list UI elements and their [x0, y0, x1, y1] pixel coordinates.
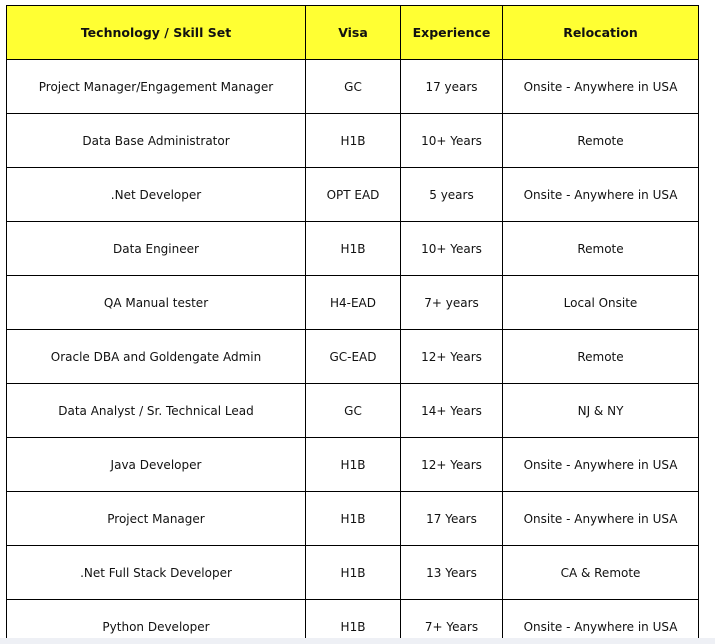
header-visa: Visa: [306, 6, 401, 60]
cell-experience: 17 years: [401, 60, 503, 114]
cell-skill: .Net Full Stack Developer: [7, 546, 306, 600]
header-technology: Technology / Skill Set: [7, 6, 306, 60]
cell-visa: H1B: [306, 600, 401, 644]
table-row: [7, 438, 699, 492]
cell-relocation: CA & Remote: [503, 546, 699, 600]
cell-visa: H4-EAD: [306, 276, 401, 330]
cell-relocation: NJ & NY: [503, 384, 699, 438]
cell-skill: Project Manager/Engagement Manager: [7, 60, 306, 114]
cell-visa: GC-EAD: [306, 330, 401, 384]
cell-skill: Java Developer: [7, 438, 306, 492]
table-row: [7, 114, 699, 168]
cell-relocation: Onsite - Anywhere in USA: [503, 438, 699, 492]
cell-skill: Oracle DBA and Goldengate Admin: [7, 330, 306, 384]
cell-experience: 7+ Years: [401, 600, 503, 644]
table-row: [7, 546, 699, 600]
cell-skill: Project Manager: [7, 492, 306, 546]
cell-visa: GC: [306, 384, 401, 438]
table-row: [7, 222, 699, 276]
skills-table: [6, 5, 699, 644]
header-relocation: Relocation: [503, 6, 699, 60]
cell-relocation: Remote: [503, 330, 699, 384]
cell-visa: H1B: [306, 114, 401, 168]
cell-visa: H1B: [306, 222, 401, 276]
cell-experience: 10+ Years: [401, 114, 503, 168]
cell-experience: 13 Years: [401, 546, 503, 600]
header-row: [7, 6, 699, 60]
cell-relocation: Remote: [503, 222, 699, 276]
cell-visa: GC: [306, 60, 401, 114]
table-row: [7, 492, 699, 546]
cell-relocation: Onsite - Anywhere in USA: [503, 168, 699, 222]
header-experience: Experience: [401, 6, 503, 60]
cell-experience: 7+ years: [401, 276, 503, 330]
cell-experience: 10+ Years: [401, 222, 503, 276]
table-body: [7, 60, 699, 644]
cell-experience: 17 Years: [401, 492, 503, 546]
cell-visa: H1B: [306, 492, 401, 546]
table-row: [7, 168, 699, 222]
table-header: [7, 6, 699, 60]
cell-relocation: Onsite - Anywhere in USA: [503, 60, 699, 114]
bottom-edge: [0, 638, 715, 644]
cell-relocation: Onsite - Anywhere in USA: [503, 600, 699, 644]
table-row: [7, 60, 699, 114]
table-row: [7, 276, 699, 330]
cell-relocation: Onsite - Anywhere in USA: [503, 492, 699, 546]
cell-skill: Data Engineer: [7, 222, 306, 276]
cell-skill: .Net Developer: [7, 168, 306, 222]
cell-skill: Python Developer: [7, 600, 306, 644]
cell-skill: QA Manual tester: [7, 276, 306, 330]
cell-visa: H1B: [306, 438, 401, 492]
cell-relocation: Local Onsite: [503, 276, 699, 330]
cell-visa: H1B: [306, 546, 401, 600]
cell-experience: 14+ Years: [401, 384, 503, 438]
table-row: [7, 384, 699, 438]
cell-experience: 12+ Years: [401, 330, 503, 384]
table-row: [7, 330, 699, 384]
cell-experience: 12+ Years: [401, 438, 503, 492]
cell-skill: Data Base Administrator: [7, 114, 306, 168]
cell-experience: 5 years: [401, 168, 503, 222]
cell-skill: Data Analyst / Sr. Technical Lead: [7, 384, 306, 438]
cell-visa: OPT EAD: [306, 168, 401, 222]
cell-relocation: Remote: [503, 114, 699, 168]
